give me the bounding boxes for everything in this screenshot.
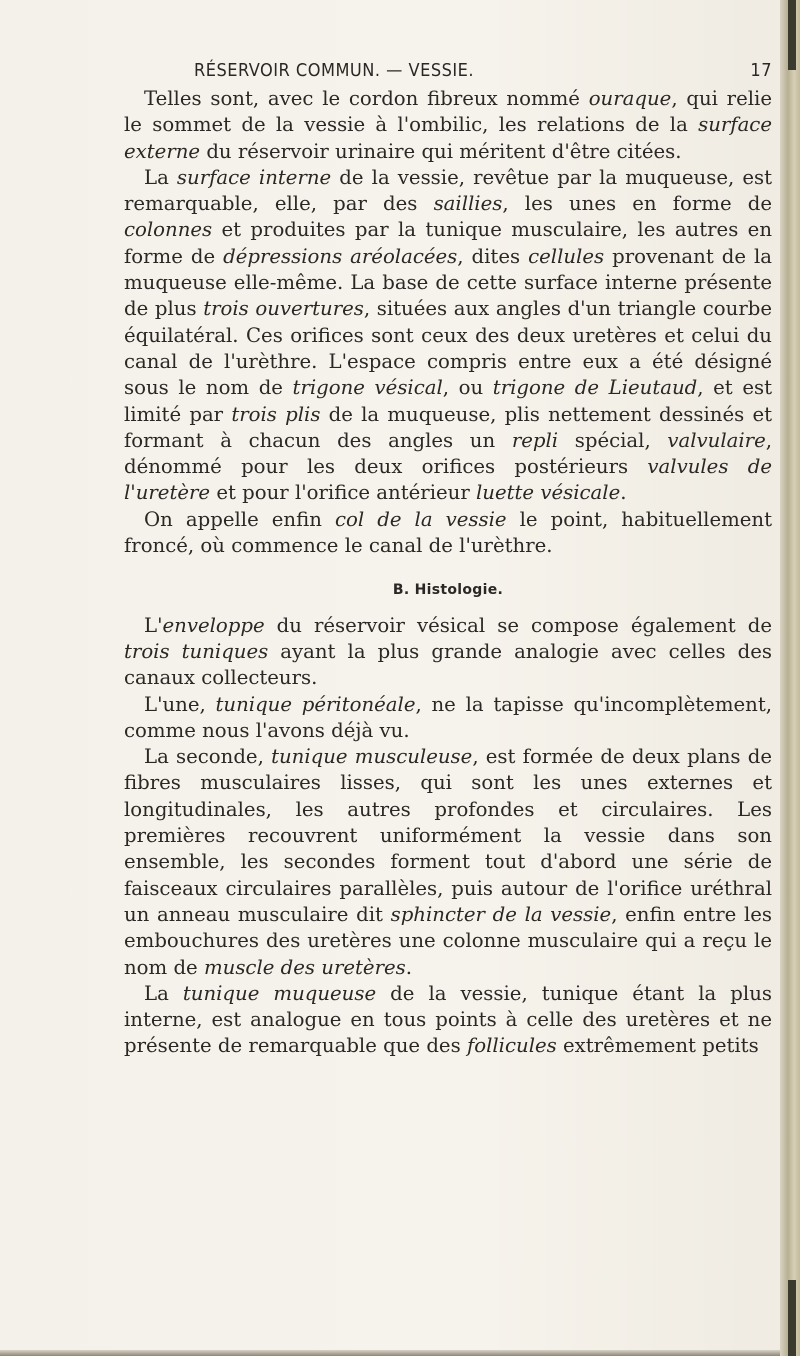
paragraph-outer-surface: Telles sont, avec le cordon fibreux nommé ouraque, qui relie le sommet de la vessie à l'ombilic, les relations de la surface externe du réservoir urinaire qui méritent d'être citées. [124, 87, 772, 163]
paragraph-peritoneal-tunic: L'une, tunique péritonéale, ne la tapisse qu'incomplètement, comme nous l'avons déjà vu. [124, 692, 772, 742]
body-text [124, 86, 772, 1060]
paragraph-inner-surface: La surface interne de la vessie, revêtue par la muqueuse, est remarquable, elle, par des saillies, les unes en forme de colonnes et produites par la tunique musculaire, les autres en forme de dépressions aréolacées, dites cellules provenant de la muqueuse elle-même. La base de cette surface interne présente de plus trois ouvertures, situées aux angles d'un triangle courbe équilatéral. Ces orifices sont ceux des deux uretères et celui du canal de l'urèthre. L'espace compris entre eux a été désigné sous le nom de trigone vésical, ou trigone de Lieutaud, et est limité par trois plis de la muqueuse, plis nettement dessinés et formant à chacun des angles un repli spécial, valvulaire, dénommé pour les deux orifices postérieurs valvules de l'uretère et pour l'orifice antérieur luette vésicale. [124, 165, 773, 505]
section-title: B. Histologie. [392, 582, 504, 599]
page-header [124, 60, 772, 86]
edge-mark [788, 0, 796, 70]
paragraph-bladder-neck: On appelle enfin col de la vessie le point, habituellement froncé, où commence le canal de l'urèthre. [124, 507, 772, 558]
page-number: 17 [750, 60, 772, 81]
paragraph-muscular-tunic: La seconde, tunique musculeuse, est formée de deux plans de fibres musculaires lisses, qui sont les unes externes et longitudinales, les autres profondes et circulaires. Les premières recouvrent uniformément la vessie dans son ensemble, les secondes forment tout d'abord une série de faisceaux circulaires parallèles, puis autour de l'orifice uréthral un anneau musculaire dit sphincter de la vessie, enfin entre les embouchures des uretères une colonne musculaire qui a reçu le nom de muscle des uretères. [124, 745, 772, 979]
page-edge-binding [780, 0, 800, 1356]
page-bottom-edge [0, 1350, 780, 1356]
paragraph-mucous-tunic: La tunique muqueuse de la vessie, tunique étant la plus interne, est analogue en tous points à celle des uretères et ne présente de remarquable que des follicules extrêmement petits [124, 981, 772, 1058]
running-head: RÉSERVOIR COMMUN. — VESSIE. [194, 60, 475, 81]
paragraph-envelope: L'enveloppe du réservoir vésical se compose également de trois tuniques ayant la plus grande analogie avec celles des canaux collecteurs. [124, 613, 772, 690]
edge-mark [788, 1280, 796, 1356]
